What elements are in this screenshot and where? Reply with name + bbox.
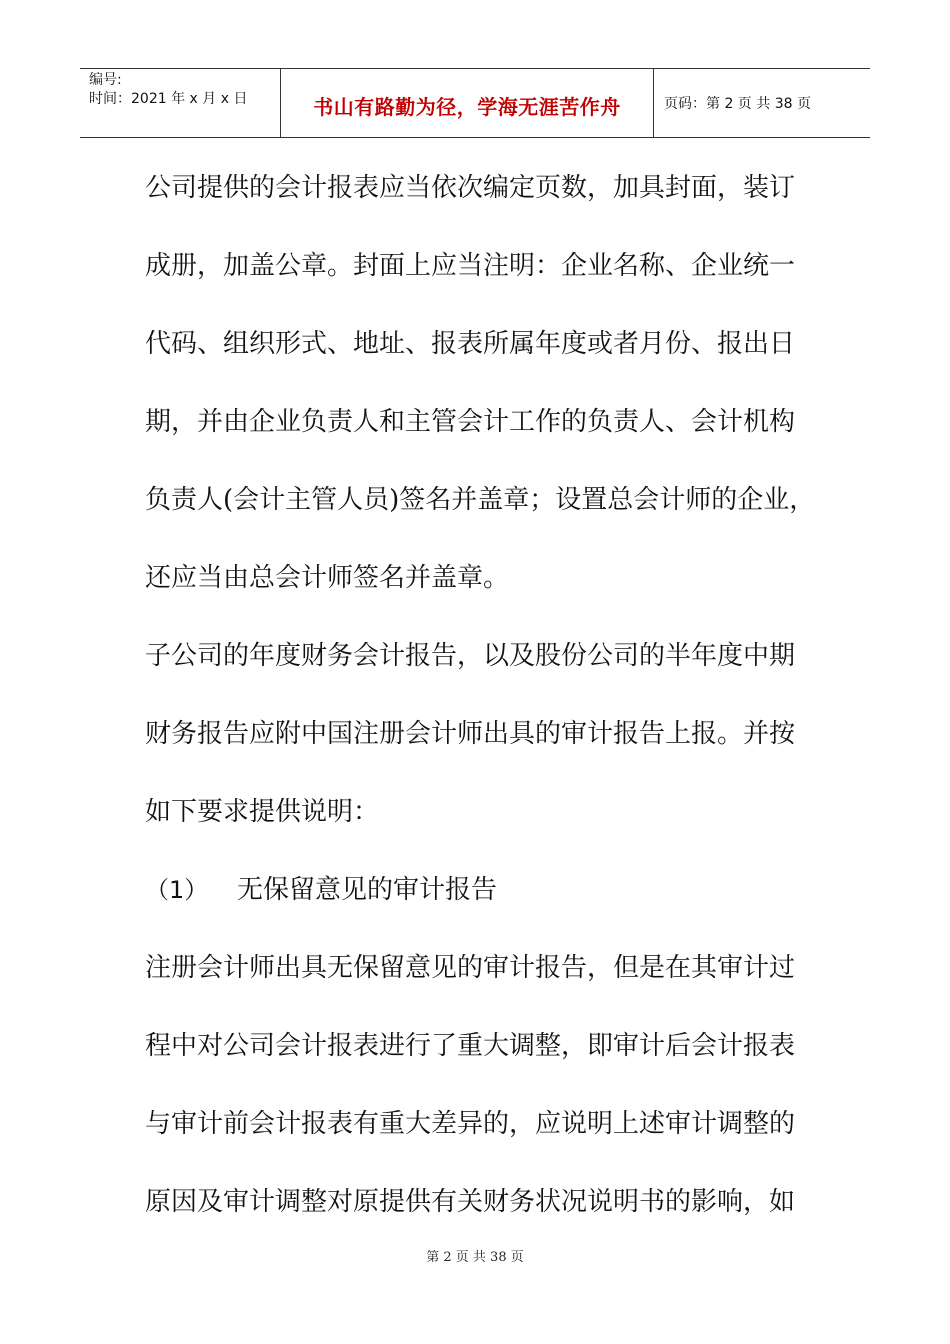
paragraph-line: 负责人(会计主管人员)签名并盖章；设置总会计师的企业，	[145, 485, 816, 515]
paragraph-line: 注册会计师出具无保留意见的审计报告，但是在其审计过	[145, 953, 796, 983]
page-value: 第 2 页 共 38 页	[706, 96, 811, 112]
paragraph-report-cover	[145, 163, 816, 631]
paragraph-line: 如下要求提供说明：	[145, 797, 380, 827]
paragraph-line: 与审计前会计报表有重大差异的，应说明上述审计调整的	[145, 1109, 796, 1139]
header-motto-cell	[281, 69, 654, 137]
page-label: 页码：	[664, 96, 706, 112]
paragraph-audit-report	[145, 631, 810, 865]
header-page-cell	[654, 69, 870, 137]
paragraph-line: 期，并由企业负责人和主管会计工作的负责人、会计机构	[145, 407, 796, 437]
paragraph-line: 原因及审计调整对原提供有关财务状况说明书的影响，如	[145, 1187, 796, 1217]
paragraph-unqualified-opinion	[145, 943, 810, 1255]
document-number-label: 编号:	[89, 72, 122, 88]
time-value: 2021 年 x 月 x 日	[131, 91, 248, 107]
paragraph-line: 还应当由总会计师签名并盖章。	[145, 563, 510, 593]
paragraph-line: 子公司的年度财务会计报告，以及股份公司的半年度中期	[145, 641, 796, 671]
paragraph-line: 代码、组织形式、地址、报表所属年度或者月份、报出日	[145, 329, 796, 359]
paragraph-line: 成册，加盖公章。封面上应当注明：企业名称、企业统一	[145, 251, 796, 281]
paragraph-line: 程中对公司会计报表进行了重大调整，即审计后会计报表	[145, 1031, 796, 1061]
paragraph-line: 财务报告应附中国注册会计师出具的审计报告上报。并按	[145, 719, 796, 749]
section-heading	[145, 865, 810, 943]
document-time	[89, 90, 280, 109]
paragraph-line: 公司提供的会计报表应当依次编定页数，加具封面，装订	[145, 173, 796, 203]
section-title: 无保留意见的审计报告	[237, 875, 498, 905]
header-motto: 书山有路勤为径，学海无涯苦作舟	[313, 94, 621, 119]
document-header	[80, 68, 870, 138]
time-label: 时间：	[89, 91, 131, 107]
page-footer: 第 2 页 共 38 页	[426, 1250, 524, 1265]
document-body	[145, 163, 816, 1255]
section-number: （1）	[145, 876, 209, 904]
header-meta-cell	[80, 69, 281, 137]
